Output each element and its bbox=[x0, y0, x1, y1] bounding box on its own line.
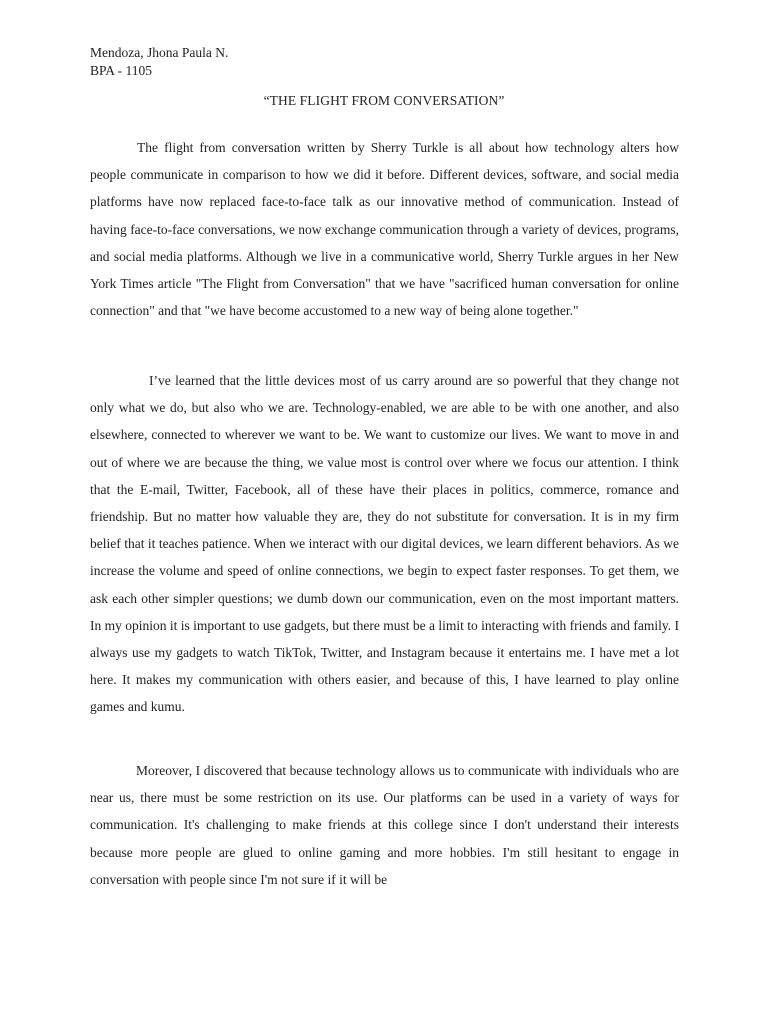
paragraph-text: The flight from conversation written by Sherry Turkle is all about how technology alters how people communicate in comparison to how we did it before. Different devices, software, and social media platforms have now replaced face-to-face talk as our innovative method of communication. Instead of having face-to-face conversations, we now exchange communication through a variety of devices, programs, and social media platforms. Although we live in a communicative world, Sherry Turkle argues in her New York Times article "The Flight from Conversation" that we have "sacrificed human conversation for online connection" and that "we have become accustomed to a new way of being alone together." bbox=[90, 140, 679, 319]
author-name: Mendoza, Jhona Paula N. bbox=[90, 45, 229, 60]
paragraph-3 bbox=[90, 757, 679, 893]
course-code: BPA - 1105 bbox=[90, 63, 153, 78]
paragraph-2 bbox=[90, 367, 679, 721]
document-title: “THE FLIGHT FROM CONVERSATION” bbox=[263, 93, 505, 108]
paragraph-text: Moreover, I discovered that because technology allows us to communicate with individuals who are near us, there must be some restriction on its use. Our platforms can be used in a variety of ways for communication. It's challenging to make friends at this college since I don't understand their interests because more people are glued to online gaming and more hobbies. I'm still hesitant to engage in conversation with people since I'm not sure if it will be bbox=[90, 763, 679, 887]
paragraph-1 bbox=[90, 134, 679, 324]
paragraph-text: I’ve learned that the little devices most of us carry around are so powerful that they change not only what we do, but also who we are. Technology-enabled, we are able to be with one another, and also elsewhere, connected to wherever we want to be. We want to customize our lives. We want to move in and out of where we are because the thing, we value most is control over where we focus our attention. I think that the E-mail, Twitter, Facebook, all of these have their places in politics, commerce, romance and friendship. But no matter how valuable they are, they do not substitute for conversation. It is in my firm belief that it teaches patience. When we interact with our digital devices, we learn different behaviors. As we increase the volume and speed of online connections, we begin to expect faster responses. To get them, we ask each other simpler questions; we dumb down our communication, even on the most important matters. In my opinion it is important to use gadgets, but there must be a limit to interacting with friends and family. I always use my gadgets to watch TikTok, Twitter, and Instagram because it entertains me. I have met a lot here. It makes my communication with others easier, and because of this, I have learned to play online games and kumu. bbox=[90, 373, 679, 715]
document-header bbox=[90, 44, 228, 80]
